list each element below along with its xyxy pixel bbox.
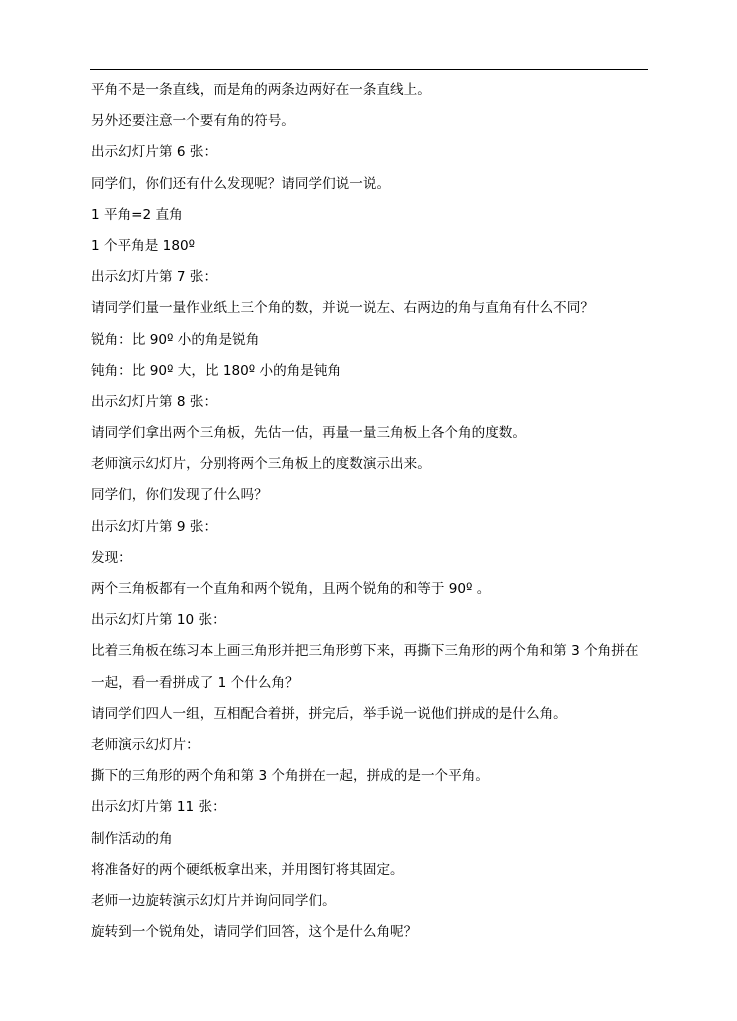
- text-line: 同学们，你们还有什么发现呢？请同学们说一说。: [91, 175, 391, 192]
- text-line: 老师演示幻灯片：: [91, 736, 200, 753]
- text-line: 将准备好的两个硬纸板拿出来，并用图钉将其固定。: [91, 861, 404, 878]
- text-line: 一起，看一看拼成了 1 个什么角？: [91, 674, 299, 691]
- text-line: 旋转到一个锐角处，请同学们回答，这个是什么角呢？: [91, 924, 418, 941]
- text-line: 两个三角板都有一个直角和两个锐角，且两个锐角的和等于 90º 。: [91, 581, 491, 597]
- text-line: 请同学们四人一组，互相配合着拼，拼完后，举手说一说他们拼成的是什么角。: [91, 705, 567, 722]
- text-line: 比着三角板在练习本上画三角形并把三角形剪下来，再撕下三角形的两个角和第 3 个角拼在: [91, 643, 639, 660]
- text-line: 出示幻灯片第 6 张：: [91, 144, 218, 161]
- text-line: 同学们，你们发现了什么吗？: [91, 487, 268, 504]
- text-line: 发现：: [91, 549, 132, 566]
- text-line: 请同学们拿出两个三角板，先估一估，再量一量三角板上各个角的度数。: [91, 425, 526, 442]
- text-line: 出示幻灯片第 10 张：: [91, 612, 226, 629]
- document-body: [91, 78, 651, 951]
- text-line: 出示幻灯片第 7 张：: [91, 269, 218, 286]
- text-line: 撕下的三角形的两个角和第 3 个角拼在一起，拼成的是一个平角。: [91, 768, 489, 785]
- text-line: 1 平角=2 直角: [91, 206, 183, 223]
- text-line: 制作活动的角: [91, 830, 173, 847]
- text-line: 老师演示幻灯片，分别将两个三角板上的度数演示出来。: [91, 456, 431, 473]
- text-line: 1 个平角是 180º: [91, 237, 196, 254]
- text-line: 钝角：比 90º 大，比 180º 小的角是钝角: [91, 362, 342, 379]
- text-line: 出示幻灯片第 8 张：: [91, 393, 218, 410]
- text-line: 平角不是一条直线，而是角的两条边两好在一条直线上。: [91, 82, 431, 98]
- text-line: 老师一边旋转演示幻灯片并询问同学们。: [91, 892, 336, 909]
- text-line: 出示幻灯片第 11 张：: [91, 799, 226, 816]
- text-line: 请同学们量一量作业纸上三个角的数，并说一说左、右两边的角与直角有什么不同？: [91, 300, 594, 317]
- header-rule: [90, 69, 648, 70]
- text-line: 另外还要注意一个要有角的符号。: [91, 113, 295, 130]
- text-line: 出示幻灯片第 9 张：: [91, 518, 218, 535]
- text-line: 锐角：比 90º 小的角是锐角: [91, 331, 260, 348]
